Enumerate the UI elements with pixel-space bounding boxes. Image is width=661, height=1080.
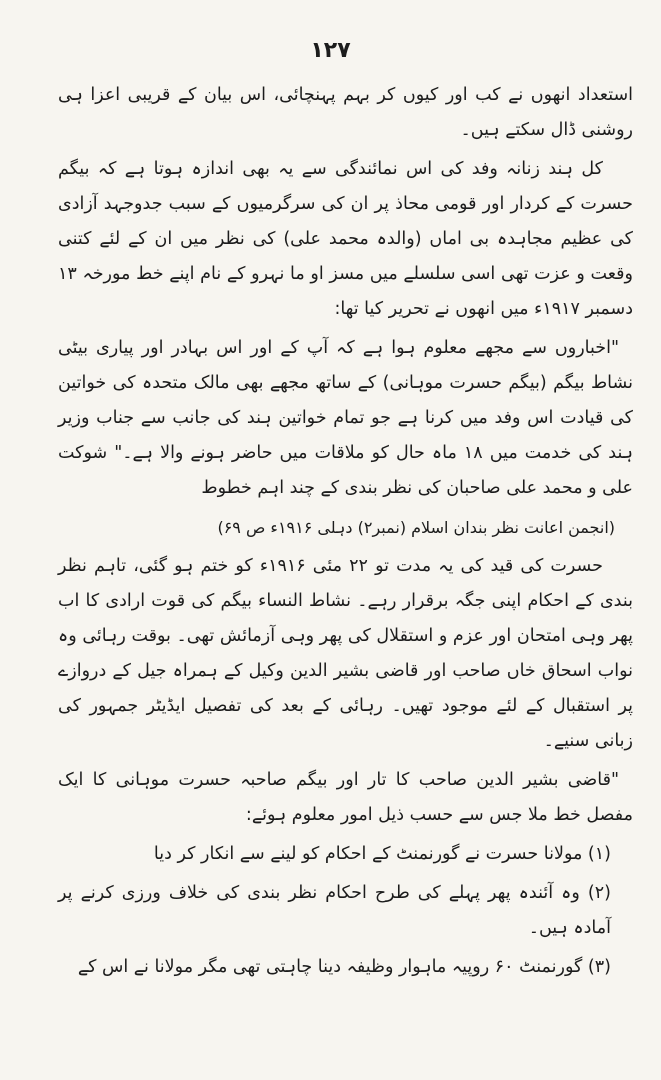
page-number: ۱۲۷: [310, 38, 351, 63]
page-body: [58, 78, 633, 989]
paragraph: استعداد انھوں نے کب اور کیوں کر بہم پہنچائی، اس بیان کے قریبی اعزا ہی روشنی ڈال سکتے ہیں۔: [58, 85, 633, 140]
list-item: (۱) مولانا حسرت نے گورنمنٹ کے احکام کو لینے سے انکار کر دیا: [153, 844, 611, 864]
list-item: (۳) گورنمنٹ ۶۰ روپیہ ماہوار وظیفہ دینا چاہتی تھی مگر مولانا نے اس کے: [77, 957, 611, 977]
citation: (انجمن اعانت نظر بندان اسلام (نمبر۲) دہلی ۱۹۱۶ء ص ۶۹): [217, 518, 615, 537]
paragraph: کل ہند زنانہ وفد کی اس نمائندگی سے یہ بھی اندازہ ہوتا ہے کہ بیگم حسرت کے کردار اور قومی محاذ پر ان کی سرگرمیوں کے سبب جدوجہد آزادی کی عظیم مجاہدہ بی اماں (والدہ محمد علی) کی نظر میں ان کے لئے کتنی وقعت و عزت تھی اسی سلسلے میں مسز او ما نہرو کے نام اپنے خط مورخہ ۱۳ دسمبر ۱۹۱۷ء میں انھوں نے تحریر کیا تھا:: [58, 159, 633, 319]
block-quote: "اخباروں سے مجھے معلوم ہوا ہے کہ آپ کے اور اس بہادر اور پیاری بیٹی نشاط بیگم (بیگم حسرت موہانی) کے ساتھ مجھے بھی مالک متحدہ کی خواتین کی قیادت اس وفد میں کرنا ہے جو تمام خواتین ہند کی جانب سے جناب وزیر ہند کی خدمت میں ۱۸ ماہ حال کو ملاقات میں حاضر ہونے والا ہے۔" شوکت علی و محمد علی صاحبان کی نظر بندی کے چند اہم خطوط: [58, 338, 633, 498]
paragraph: حسرت کی قید کی یہ مدت تو ۲۲ مئی ۱۹۱۶ء کو ختم ہو گئی، تاہم نظر بندی کے احکام اپنی جگہ برقرار رہے۔ نشاط النساء بیگم کی قوت ارادی کا اب پھر وہی امتحان اور عزم و استقلال کی پھر وہی آزمائش تھی۔ بوقت رہائی وہ نواب اسحاق خاں صاحب اور قاضی بشیر الدین وکیل کے ہمراہ جیل کے دروازے پر استقبال کے لئے موجود تھیں۔ رہائی کے بعد کی تفصیل ایڈیٹر جمہور کی زبانی سنیے۔: [58, 556, 633, 751]
block-quote: "قاضی بشیر الدین صاحب کا تار اور بیگم صاحبہ حسرت موہانی کا ایک مفصل خط ملا جس سے حسب ذیل امور معلوم ہوئے:: [58, 770, 633, 825]
list-item: (۲) وہ آئندہ پھر پہلے کی طرح احکام نظر بندی کی خلاف ورزی کرنے پر آمادہ ہیں۔: [58, 883, 611, 938]
